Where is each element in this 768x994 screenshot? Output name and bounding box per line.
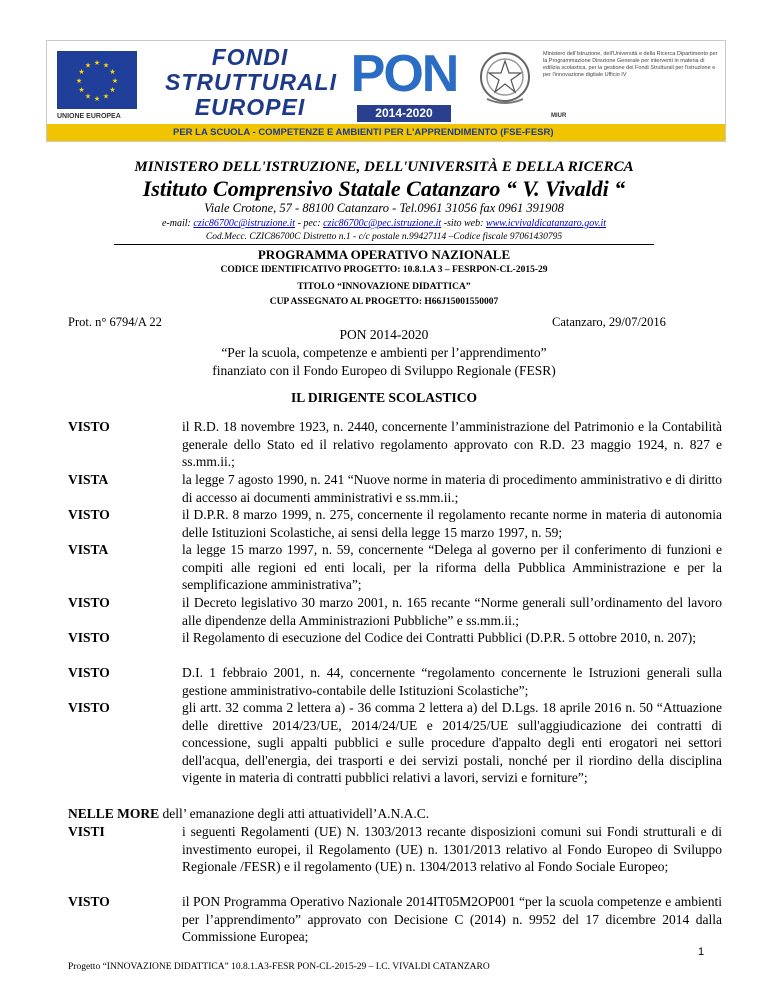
section-heading: IL DIRIGENTE SCOLASTICO bbox=[290, 390, 478, 405]
eu-flag-icon bbox=[57, 51, 137, 109]
italian-republic-emblem-icon bbox=[477, 49, 533, 109]
protocol-number: Prot. n° 6794/A 22 bbox=[68, 315, 162, 329]
miur-label: MIUR bbox=[551, 113, 567, 119]
pon-line: finanziato con il Fondo Europeo di Sviluppo Regionale (FESR) bbox=[212, 363, 556, 378]
ministry-title: MINISTERO DELL'ISTRUZIONE, DELL'UNIVERSITÀ E DELLA RICERCA bbox=[134, 159, 634, 175]
pon-line: “Per la scuola, competenze e ambienti per l’apprendimento” bbox=[221, 345, 547, 360]
pon-logo: PON 2014-2020 bbox=[350, 45, 458, 120]
website-link[interactable]: www.icvivaldicatanzaro.gov.it bbox=[485, 218, 606, 229]
codice-progetto: CODICE IDENTIFICATIVO PROGETTO: 10.8.1.A 3 – FESRPON-CL-2015-29 bbox=[220, 265, 548, 275]
eu-label: UNIONE EUROPEA bbox=[57, 113, 121, 120]
document-date: Catanzaro, 29/07/2016 bbox=[552, 315, 666, 329]
email-link[interactable]: czic86700c@istruzione.it bbox=[193, 218, 296, 229]
svg-text:★: ★ bbox=[109, 68, 116, 76]
svg-text:★: ★ bbox=[78, 68, 85, 76]
banner-strip: PER LA SCUOLA - COMPETENZE E AMBIENTI PER L'APPRENDIMENTO (FSE-FESR) bbox=[47, 124, 725, 141]
nelle-more-line: NELLE MORE dell’ emanazione degli atti attuatividell’A.N.A.C. bbox=[68, 806, 430, 821]
cup-progetto: CUP ASSEGNATO AL PROGETTO: H66J15001550007 bbox=[269, 297, 499, 307]
school-name: Istituto Comprensivo Statale Catanzaro “ V. Vivaldi “ bbox=[142, 176, 626, 201]
fondi-strutturali-logo: FONDI STRUTTURALI EUROPEI bbox=[165, 44, 337, 120]
svg-text:★: ★ bbox=[78, 86, 85, 94]
svg-text:★: ★ bbox=[102, 61, 110, 70]
svg-text:★: ★ bbox=[93, 59, 101, 67]
divider bbox=[114, 244, 654, 245]
svg-text:★: ★ bbox=[84, 61, 92, 70]
svg-text:★: ★ bbox=[75, 77, 83, 85]
pon-line: PON 2014-2020 bbox=[339, 327, 429, 342]
page-number: 1 bbox=[698, 946, 705, 958]
miur-description: Ministero dell'Istruzione, dell'Università e della Ricerca Dipartimento per la Programmazione Direzione Generale per interventi in materia di edilizia scolastica, per la gestione dei Fondi Strutturali per l'istruzione e per l'innovazione digitale Ufficio IV bbox=[543, 51, 718, 78]
svg-text:★: ★ bbox=[111, 77, 119, 85]
svg-text:★: ★ bbox=[102, 92, 110, 101]
school-address: Viale Crotone, 57 - 88100 Catanzaro - Tel.0961 31056 fax 0961 391908 bbox=[204, 201, 564, 215]
svg-text:★: ★ bbox=[84, 92, 92, 101]
header-banner bbox=[46, 40, 726, 142]
pec-link[interactable]: czic86700c@pec.istruzione.it bbox=[323, 218, 442, 229]
page-footer: Progetto “INNOVAZIONE DIDATTICA” 10.8.1.A3-FESR PON-CL-2015-29 – I.C. VIVALDI CATANZARO bbox=[68, 962, 490, 972]
programma-title: PROGRAMMA OPERATIVO NAZIONALE bbox=[257, 247, 511, 262]
svg-text:★: ★ bbox=[93, 95, 101, 103]
contact-line: e-mail: czic86700c@istruzione.it - pec: czic86700c@pec.istruzione.it -sito web: www.icvivaldicatanzaro.gov.it bbox=[161, 218, 606, 229]
codice-meccanografico: Cod.Mecc. CZIC86700C Distretto n.1 - c/c postale n.99427114 –Codice fiscale 97061430795 bbox=[205, 232, 563, 242]
svg-text:★: ★ bbox=[109, 86, 116, 94]
titolo-progetto: TITOLO “INNOVAZIONE DIDATTICA” bbox=[297, 282, 471, 292]
